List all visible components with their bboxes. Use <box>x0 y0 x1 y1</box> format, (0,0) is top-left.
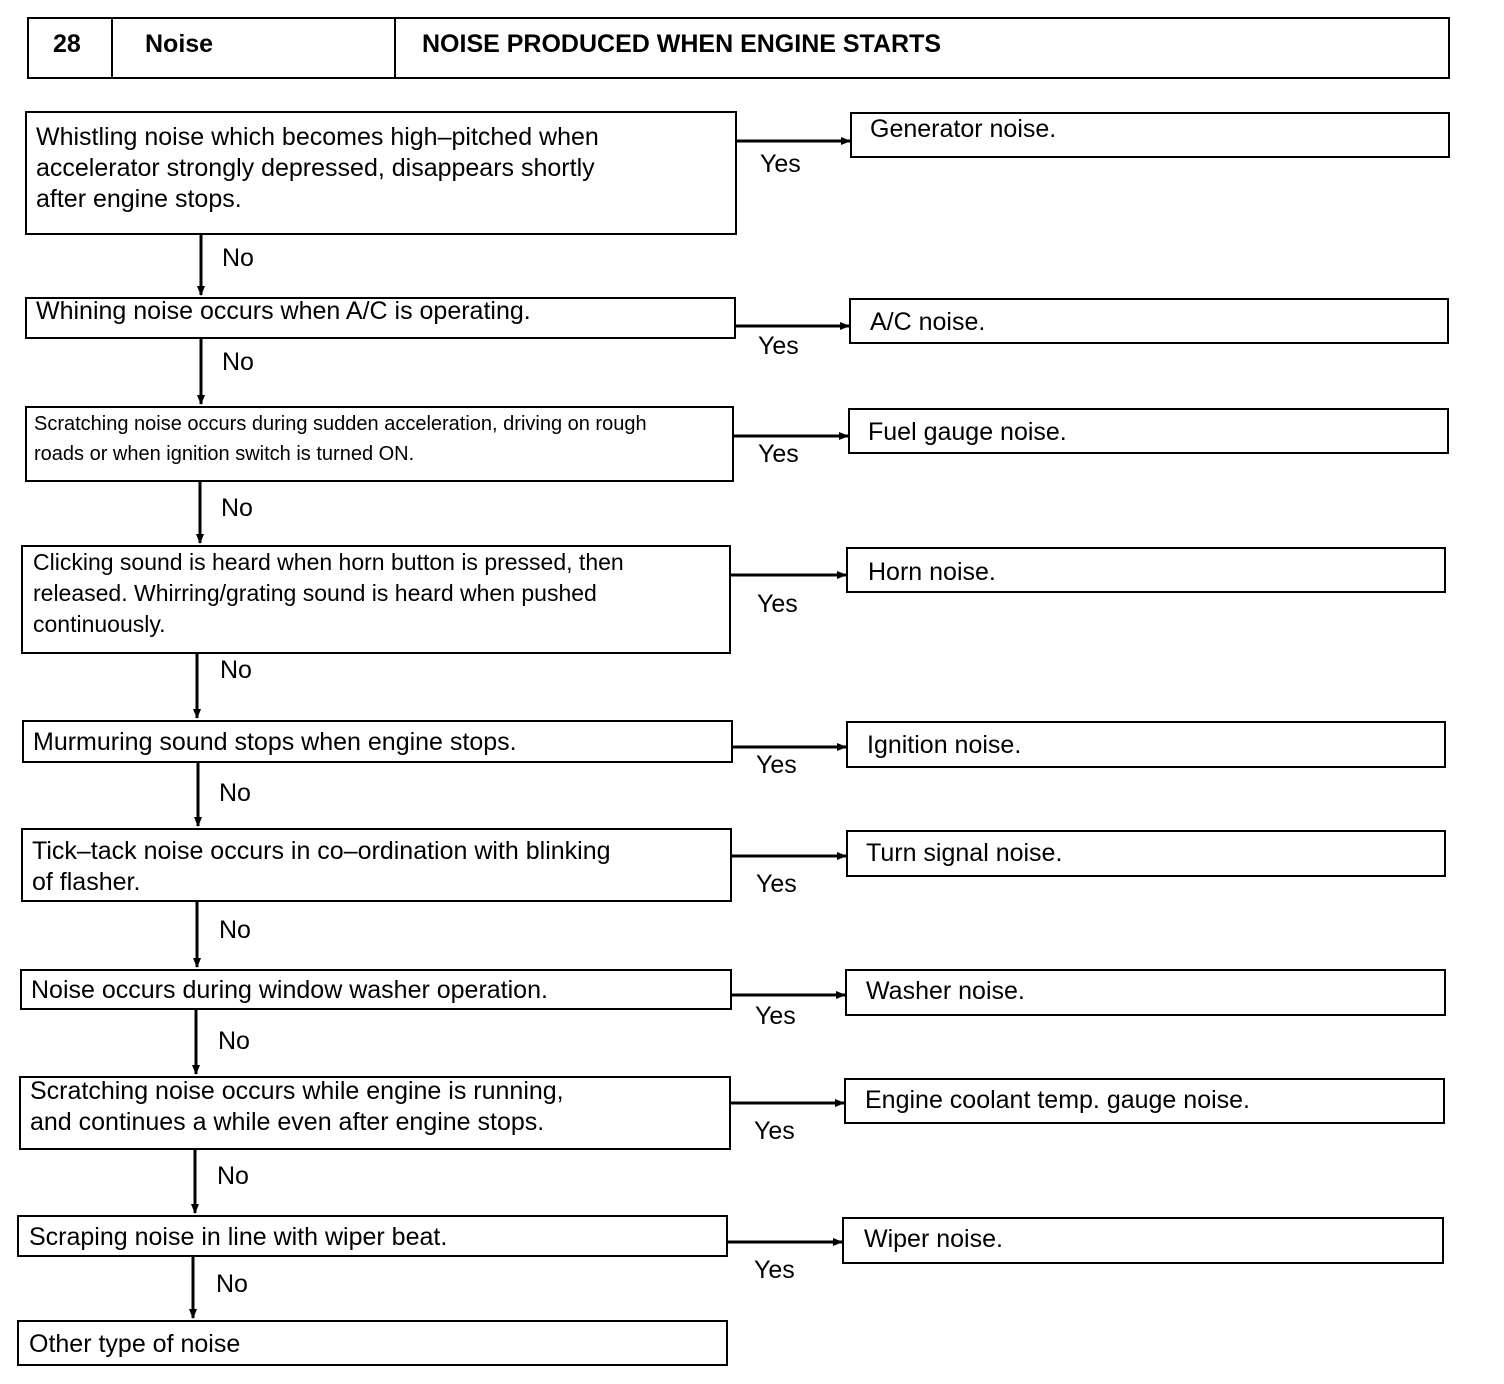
question-text-5: Murmuring sound stops when engine stops. <box>33 728 517 756</box>
yes-label-7: Yes <box>755 1002 796 1030</box>
no-label-6: No <box>219 916 251 944</box>
question-text-7: Noise occurs during window washer operation. <box>31 976 548 1004</box>
question-text-9: Scraping noise in line with wiper beat. <box>29 1223 448 1251</box>
no-label-7: No <box>218 1027 250 1055</box>
header-title: NOISE PRODUCED WHEN ENGINE STARTS <box>422 30 942 58</box>
result-text-9: Wiper noise. <box>864 1225 1003 1253</box>
no-label-9: No <box>216 1270 248 1298</box>
question-text-1: Whistling noise which becomes high–pitched when accelerator strongly depressed, disappears shortly after engine stops. <box>36 123 599 213</box>
result-text-1: Generator noise. <box>870 115 1057 143</box>
yes-label-5: Yes <box>756 751 797 779</box>
result-text-5: Ignition noise. <box>867 731 1022 759</box>
final-text: Other type of noise <box>29 1330 241 1358</box>
result-text-3: Fuel gauge noise. <box>868 418 1067 446</box>
no-label-3: No <box>221 494 253 522</box>
question-text-6: Tick–tack noise occurs in co–ordination with blinking of flasher. <box>32 837 611 896</box>
no-label-5: No <box>219 779 251 807</box>
yes-label-9: Yes <box>754 1256 795 1284</box>
yes-label-4: Yes <box>757 590 798 618</box>
no-label-2: No <box>222 348 254 376</box>
yes-label-1: Yes <box>760 150 801 178</box>
result-text-8: Engine coolant temp. gauge noise. <box>865 1086 1250 1114</box>
no-label-1: No <box>222 244 254 272</box>
no-label-4: No <box>220 656 252 684</box>
no-label-8: No <box>217 1162 249 1190</box>
yes-label-8: Yes <box>754 1117 795 1145</box>
yes-label-2: Yes <box>758 332 799 360</box>
header-category: Noise <box>113 19 396 77</box>
header-number: 28 <box>29 19 113 77</box>
result-text-2: A/C noise. <box>870 308 986 336</box>
result-text-4: Horn noise. <box>868 558 996 586</box>
question-text-4: Clicking sound is heard when horn button is pressed, then released. Whirring/grating sound is heard when pushed continuously. <box>33 549 624 637</box>
result-text-6: Turn signal noise. <box>866 839 1063 867</box>
question-text-3: Scratching noise occurs during sudden acceleration, driving on rough roads or when ignition switch is turned ON. <box>34 413 647 465</box>
result-text-7: Washer noise. <box>866 977 1025 1005</box>
question-text-8: Scratching noise occurs while engine is running, and continues a while even after engine stops. <box>30 1077 564 1136</box>
question-text-2: Whining noise occurs when A/C is operating. <box>36 297 531 325</box>
yes-label-3: Yes <box>758 440 799 468</box>
yes-label-6: Yes <box>756 870 797 898</box>
